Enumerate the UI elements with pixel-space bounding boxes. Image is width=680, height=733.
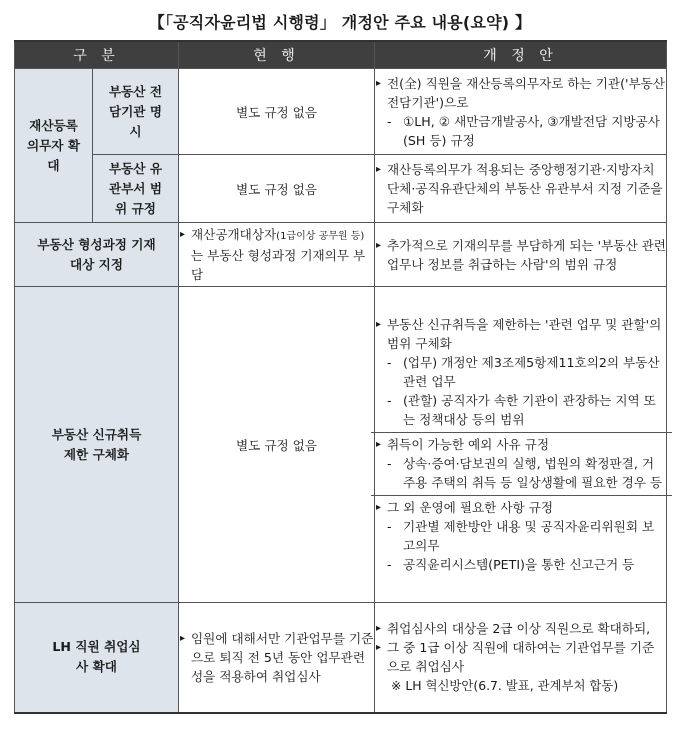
- bullet-item: ▸ 재산등록의무가 적용되는 중앙행정기관·지방자치단체·공직유관단체의 부동산 유관부서 지정 기준을 구체화: [375, 160, 666, 217]
- bullet-item: ▸ 취득이 가능한 예외 사유 규정: [375, 435, 666, 454]
- current-dedicated-agency: 별도 규정 없음: [179, 69, 375, 155]
- reference-note: ※ LH 혁신방안(6.7. 발표, 관계부처 합동): [391, 677, 619, 693]
- header-category: 구 분: [15, 41, 179, 69]
- category-formation: 부동산 형성과정 기재대상 지정: [15, 223, 179, 287]
- dash-item: - (관할) 공직자가 속한 기관이 관장하는 지역 또는 정책대상 등의 범위: [387, 392, 656, 427]
- table-row: [15, 287, 667, 603]
- table-row: [15, 155, 667, 223]
- bullet-item: ▸ 그 외 운영에 필요한 사항 규정: [375, 498, 666, 517]
- bullet-item: ▸ 부동산 신규취득을 제한하는 '관련 업무 및 관할'의 범위 구체화: [375, 315, 666, 353]
- revised-section-scope: [375, 313, 666, 432]
- category-acquisition: 부동산 신규취득 제한 구체화: [15, 287, 179, 603]
- current-formation: [179, 223, 375, 287]
- category-lh-review: LH 직원 취업심사 확대: [15, 603, 179, 713]
- table-row: [15, 223, 667, 287]
- bullet-item: ▸ 그 중 1급 이상 직원에 대하여는 기관업무를 기준으로 취업심사: [375, 638, 666, 676]
- dash-item: - ①LH, ② 새만금개발공사, ③개발전담 지방공사(SH 등) 규정: [387, 113, 660, 148]
- bullet-item: ▸ 취업심사의 대상을 2급 이상 직원으로 확대하되,: [375, 619, 666, 638]
- dash-item: - (업무) 개정안 제3조제5항제11호의2의 부동산 관련 업무: [387, 354, 660, 389]
- dash-item: - 공직윤리시스템(PETI)을 통한 신고근거 등: [387, 556, 635, 572]
- bullet-item: ▸ 재산공개대상자(1급이상 공무원 등)는 부동산 형성과정 기재의무 부담: [179, 225, 374, 284]
- revised-formation: [375, 223, 667, 287]
- table-row: [15, 603, 667, 713]
- table-row: [15, 69, 667, 155]
- header-row: [15, 41, 667, 69]
- bullet-item: ▸ 전(全) 직원을 재산등록의무자로 하는 기관('부동산 전담기관')으로: [375, 74, 666, 112]
- bullet-item: ▸ 임원에 대해서만 기관업무를 기준으로 퇴직 전 5년 동안 업무관련성을 적용하여 취업심사: [179, 629, 374, 686]
- summary-table: [14, 40, 667, 714]
- revised-dedicated-agency: [375, 69, 667, 155]
- current-related-dept: 별도 규정 없음: [179, 155, 375, 223]
- bullet-item: ▸ 추가적으로 기재의무를 부담하게 되는 '부동산 관련 업무나 정보를 취급하는 사람'의 범위 규정: [375, 236, 666, 274]
- header-current: 현 행: [179, 41, 375, 69]
- category-property-reg: 재산등록 의무자 확대: [15, 69, 93, 223]
- revised-section-exceptions: [371, 432, 672, 495]
- sub-category-related-dept: 부동산 유관부서 범위 규정: [93, 155, 179, 223]
- document-title: 【「공직자윤리법 시행령」 개정안 주요 내용(요약) 】: [148, 13, 532, 32]
- revised-acquisition: [375, 287, 667, 603]
- revised-related-dept: [375, 155, 667, 223]
- revised-section-other: [371, 495, 672, 577]
- dash-item: - 상속·증여·담보권의 실행, 법원의 확정판결, 거주용 주택의 취득 등 일상생활에 필요한 경우 등: [387, 455, 663, 490]
- sub-category-dedicated-agency: 부동산 전담기관 명시: [93, 69, 179, 155]
- current-lh-review: [179, 603, 375, 713]
- dash-item: - 기관별 제한방안 내용 및 공직자윤리위원회 보고의무: [387, 518, 655, 553]
- current-acquisition: 별도 규정 없음: [179, 287, 375, 603]
- revised-lh-review: [375, 603, 667, 713]
- header-revised: 개 정 안: [375, 41, 667, 69]
